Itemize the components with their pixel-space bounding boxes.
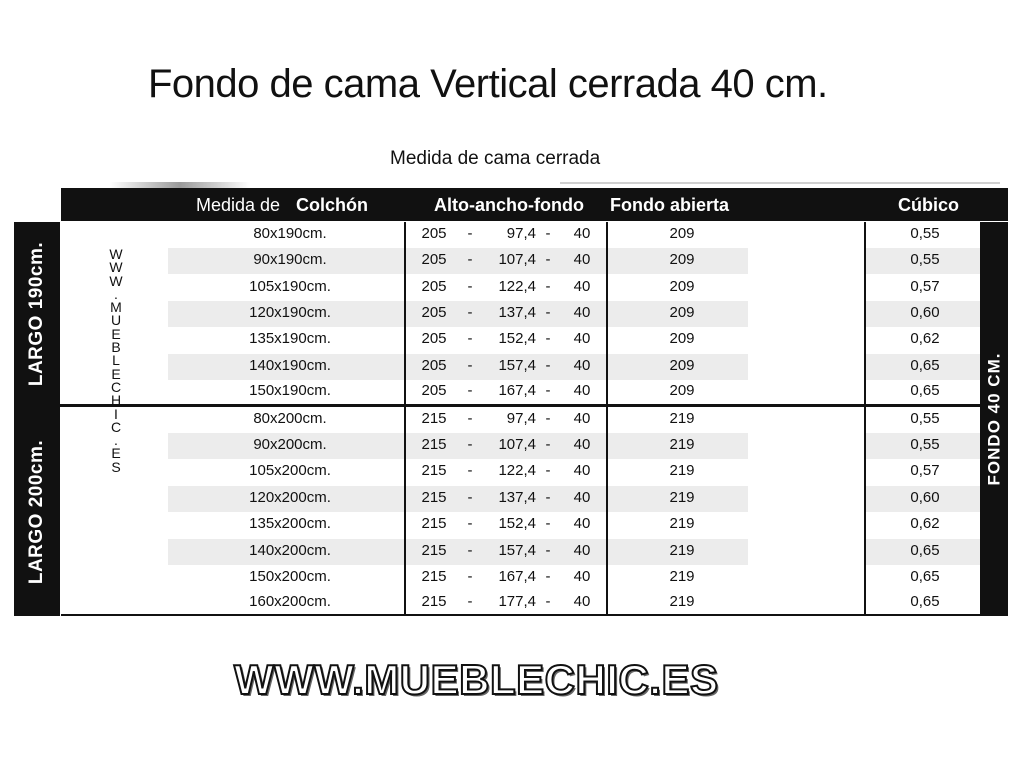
cubico-value: 0,55 <box>910 251 940 268</box>
table-bottom-line <box>61 614 1008 616</box>
vertical-watermark <box>104 248 128 474</box>
alto-value: 205 <box>421 330 447 347</box>
watermark-letter: . <box>114 432 118 449</box>
ancho-value: 177,4 <box>498 593 536 610</box>
fondo-abierta-value: 209 <box>669 357 695 374</box>
fondo-value: 40 <box>573 382 591 399</box>
separator: - <box>467 225 473 242</box>
fondo-value: 40 <box>573 304 591 321</box>
separator: - <box>545 462 551 479</box>
fondo-value: 40 <box>573 225 591 242</box>
label-largo-190: LARGO 190cm. <box>26 241 48 386</box>
header-medida-de: Medida de <box>196 195 281 215</box>
fondo-value: 40 <box>573 251 591 268</box>
fondo-abierta-value: 219 <box>669 489 695 506</box>
divider-left <box>404 222 406 616</box>
alto-value: 215 <box>421 568 447 585</box>
separator: - <box>545 410 551 427</box>
separator: - <box>467 357 473 374</box>
cubico-value: 0,57 <box>910 462 940 479</box>
watermark-letter: H <box>110 392 122 409</box>
fondo-value: 40 <box>573 436 591 453</box>
fondo-abierta-value: 219 <box>669 462 695 479</box>
mattress-size: 135x190cm. <box>249 330 331 347</box>
header-fondo-abierta: Fondo abierta <box>610 195 730 215</box>
watermark-letter: E <box>111 365 121 382</box>
separator: - <box>467 515 473 532</box>
mattress-size: 140x190cm. <box>249 357 331 374</box>
mattress-size: 120x200cm. <box>249 489 331 506</box>
group-separator <box>14 404 980 407</box>
fondo-value: 40 <box>573 568 591 585</box>
cubico-value: 0,62 <box>910 515 940 532</box>
fondo-abierta-value: 209 <box>669 225 695 242</box>
mattress-size: 150x190cm. <box>249 382 331 399</box>
fondo-abierta-value: 209 <box>669 304 695 321</box>
ancho-value: 97,4 <box>506 225 536 242</box>
separator: - <box>467 489 473 506</box>
cubico-value: 0,65 <box>910 357 940 374</box>
alto-value: 205 <box>421 357 447 374</box>
ancho-value: 137,4 <box>498 304 536 321</box>
watermark-letter: C <box>110 378 122 395</box>
watermark-letter: W <box>109 259 123 276</box>
separator: - <box>467 542 473 559</box>
fondo-abierta-value: 209 <box>669 278 695 295</box>
table-subtitle: Medida de cama cerrada <box>390 148 601 169</box>
fondo-abierta-value: 219 <box>669 515 695 532</box>
mattress-size: 105x190cm. <box>249 278 331 295</box>
side-bar-largo-190 <box>14 222 60 405</box>
fondo-value: 40 <box>573 410 591 427</box>
ancho-value: 167,4 <box>498 568 536 585</box>
alto-value: 215 <box>421 436 447 453</box>
fondo-abierta-value: 209 <box>669 251 695 268</box>
separator: - <box>467 568 473 585</box>
fondo-abierta-value: 219 <box>669 593 695 610</box>
watermark-letter: E <box>111 445 121 462</box>
separator: - <box>545 542 551 559</box>
label-largo-200: LARGO 200cm. <box>26 439 48 584</box>
separator: - <box>545 593 551 610</box>
fondo-value: 40 <box>573 462 591 479</box>
alto-value: 215 <box>421 489 447 506</box>
alto-value: 215 <box>421 515 447 532</box>
subtitle-divider <box>560 182 1000 184</box>
ancho-value: 152,4 <box>498 330 536 347</box>
fondo-value: 40 <box>573 542 591 559</box>
watermark-letter: B <box>111 339 121 356</box>
fondo-abierta-value: 209 <box>669 382 695 399</box>
watermark-letter: U <box>110 312 122 329</box>
fondo-abierta-value: 219 <box>669 542 695 559</box>
divider-middle <box>606 222 608 616</box>
separator: - <box>467 330 473 347</box>
mattress-size: 140x200cm. <box>249 542 331 559</box>
separator: - <box>467 304 473 321</box>
ancho-value: 97,4 <box>506 410 536 427</box>
ancho-value: 167,4 <box>498 382 536 399</box>
separator: - <box>545 489 551 506</box>
separator: - <box>467 462 473 479</box>
fondo-value: 40 <box>573 330 591 347</box>
fondo-abierta-value: 219 <box>669 410 695 427</box>
label-fondo-40: FONDO 40 CM. <box>984 352 1003 486</box>
cubico-value: 0,60 <box>910 489 940 506</box>
watermark-letter: I <box>114 405 118 422</box>
side-bar-largo-200 <box>14 407 60 616</box>
header-alto-ancho-fondo: Alto-ancho-fondo <box>434 195 584 215</box>
watermark-letter: W <box>109 246 123 262</box>
mattress-size: 90x200cm. <box>253 436 327 453</box>
ancho-value: 152,4 <box>498 515 536 532</box>
divider-right <box>864 222 866 616</box>
alto-value: 205 <box>421 225 447 242</box>
separator: - <box>467 593 473 610</box>
alto-value: 205 <box>421 382 447 399</box>
separator: - <box>467 382 473 399</box>
ancho-value: 107,4 <box>498 436 536 453</box>
watermark-letter: . <box>114 285 118 302</box>
watermark-letter: S <box>111 458 121 475</box>
watermark-letter: E <box>111 325 121 342</box>
mattress-size: 105x200cm. <box>249 462 331 479</box>
mattress-size: 135x200cm. <box>249 515 331 532</box>
cubico-value: 0,62 <box>910 330 940 347</box>
cubico-value: 0,65 <box>910 593 940 610</box>
fondo-abierta-value: 209 <box>669 330 695 347</box>
fondo-abierta-value: 219 <box>669 568 695 585</box>
cubico-value: 0,65 <box>910 382 940 399</box>
separator: - <box>545 568 551 585</box>
watermark-letter: L <box>112 352 120 369</box>
separator: - <box>467 251 473 268</box>
alto-value: 215 <box>421 410 447 427</box>
separator: - <box>467 278 473 295</box>
fondo-value: 40 <box>573 515 591 532</box>
cubico-value: 0,65 <box>910 542 940 559</box>
mattress-size: 160x200cm. <box>249 593 331 610</box>
ancho-value: 122,4 <box>498 278 536 295</box>
alto-value: 205 <box>421 304 447 321</box>
footer-website: WWW.MUEBLECHIC.ES <box>234 656 719 703</box>
ancho-value: 137,4 <box>498 489 536 506</box>
alto-value: 215 <box>421 593 447 610</box>
cubico-value: 0,55 <box>910 410 940 427</box>
separator: - <box>545 278 551 295</box>
separator: - <box>545 330 551 347</box>
cubico-value: 0,55 <box>910 225 940 242</box>
cubico-value: 0,65 <box>910 568 940 585</box>
mattress-size: 150x200cm. <box>249 568 331 585</box>
alto-value: 215 <box>421 542 447 559</box>
watermark-letter: W <box>109 272 123 289</box>
alto-value: 205 <box>421 278 447 295</box>
separator: - <box>545 251 551 268</box>
header-colchon: Colchón <box>296 195 368 215</box>
ancho-value: 122,4 <box>498 462 536 479</box>
mattress-size: 90x190cm. <box>253 251 327 268</box>
mattress-size: 120x190cm. <box>249 304 331 321</box>
ancho-value: 157,4 <box>498 542 536 559</box>
col-white-abierta-gap <box>748 222 864 616</box>
cubico-value: 0,55 <box>910 436 940 453</box>
separator: - <box>545 225 551 242</box>
ancho-value: 157,4 <box>498 357 536 374</box>
mattress-size: 80x190cm. <box>253 225 327 242</box>
cubico-value: 0,57 <box>910 278 940 295</box>
separator: - <box>467 410 473 427</box>
fondo-value: 40 <box>573 278 591 295</box>
page-title: Fondo de cama Vertical cerrada 40 cm. <box>148 62 828 106</box>
mattress-size: 80x200cm. <box>253 410 327 427</box>
separator: - <box>545 304 551 321</box>
header-cubico: Cúbico <box>898 195 959 215</box>
separator: - <box>467 436 473 453</box>
fondo-value: 40 <box>573 593 591 610</box>
watermark-letter: C <box>110 418 122 435</box>
alto-value: 215 <box>421 462 447 479</box>
fondo-value: 40 <box>573 489 591 506</box>
fondo-value: 40 <box>573 357 591 374</box>
alto-value: 205 <box>421 251 447 268</box>
separator: - <box>545 436 551 453</box>
fondo-abierta-value: 219 <box>669 436 695 453</box>
separator: - <box>545 515 551 532</box>
separator: - <box>545 357 551 374</box>
watermark-letter: M <box>110 299 122 316</box>
ancho-value: 107,4 <box>498 251 536 268</box>
separator: - <box>545 382 551 399</box>
cubico-value: 0,60 <box>910 304 940 321</box>
